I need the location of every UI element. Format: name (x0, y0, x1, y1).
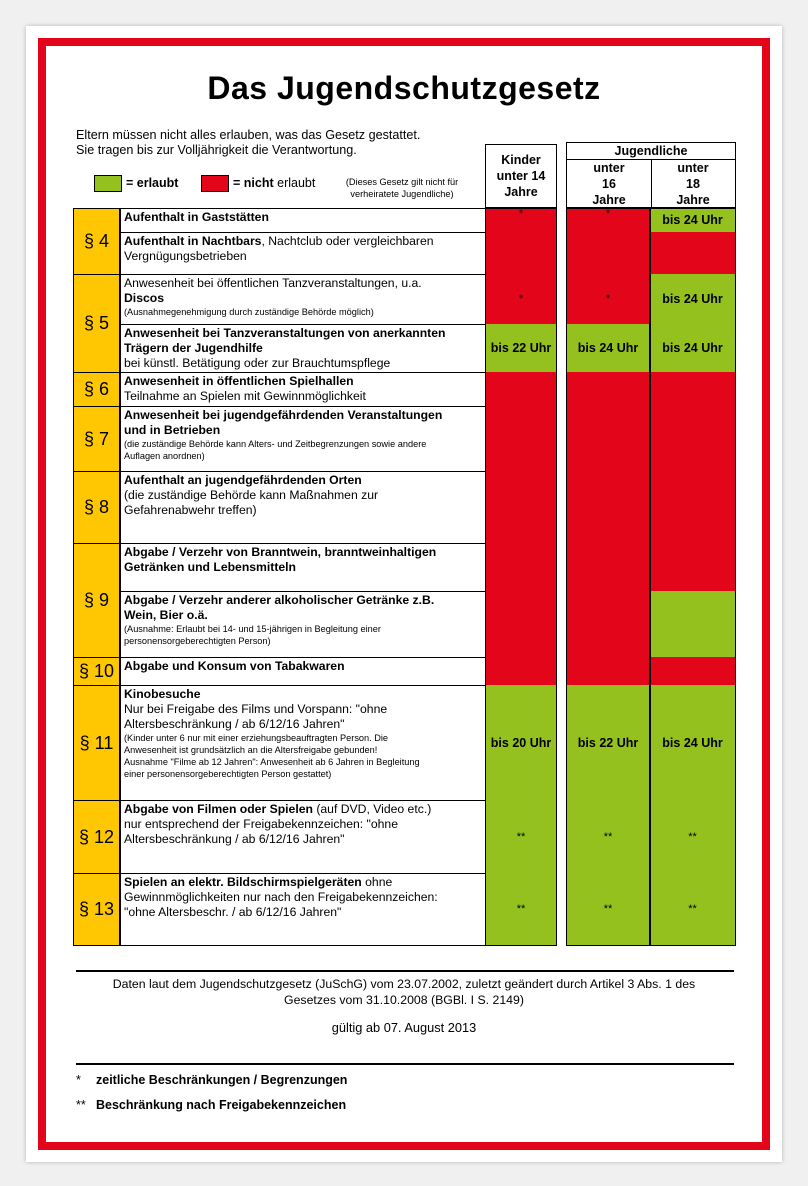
cell-allowed: bis 24 Uhr (650, 685, 735, 801)
description-line: Vergnügungsbetrieben (124, 249, 247, 263)
cell-allowed: ** (566, 873, 650, 946)
description-line: Ausnahme "Filme ab 12 Jahren": Anwesenheit ab 6 Jahren in Begleitung (124, 757, 420, 767)
cell-allowed: bis 24 Uhr (650, 274, 735, 325)
cell-forbidden: * (485, 274, 557, 325)
cell-allowed: ** (485, 873, 557, 946)
forbidden-swatch (201, 175, 229, 192)
jugendliche-label: Jugendliche (567, 143, 735, 160)
description-line: Anwesenheit bei öffentlichen Tanzveranstaltungen, u.a. (124, 276, 422, 290)
description-line: Gewinnmöglichkeiten nur nach den Freigabekennzeichen: (124, 890, 438, 904)
cell-allowed: bis 24 Uhr (650, 208, 735, 233)
cell-forbidden: * (485, 208, 557, 233)
source-note: Daten laut dem Jugendschutzgesetz (JuSchG) vom 23.07.2002, zuletzt geändert durch Artikel 3 Abs. 1 des Gesetzes vom 31.10.2008 (BGBl. I S. 2149) (112, 977, 696, 1007)
rule-description (120, 471, 486, 544)
cell-allowed: ** (650, 800, 735, 874)
description-line: einer personensorgeberechtigten Person gestattet) (124, 769, 332, 779)
section-label: § 12 (73, 800, 120, 874)
section-label: § 11 (73, 685, 120, 801)
rule-description (120, 800, 486, 874)
description-line: "ohne Altersbeschr. / ab 6/12/16 Jahren" (124, 905, 342, 919)
description-line: Anwesenheit bei Tanzveranstaltungen von anerkannten (124, 326, 446, 340)
section-label: § 7 (73, 406, 120, 472)
section-label: § 6 (73, 372, 120, 407)
description-line: Trägern der Jugendhilfe (124, 341, 263, 355)
section-label: § 13 (73, 873, 120, 946)
description-line: Wein, Bier o.ä. (124, 608, 208, 622)
description-line: nur entsprechend der Freigabekennzeichen: "ohne (124, 817, 398, 831)
description-line: Anwesenheit bei jugendgefährdenden Veranstaltungen (124, 408, 443, 422)
rule-description (120, 543, 486, 592)
column-frame (485, 208, 557, 946)
description-line: Abgabe / Verzehr anderer alkoholischer Getränke z.B. (124, 593, 435, 607)
description-line: Aufenthalt an jugendgefährdenden Orten (124, 473, 362, 487)
intro-line: Eltern müssen nicht alles erlauben, was das Gesetz gestattet. (76, 128, 421, 142)
rule-description (120, 406, 486, 472)
cell-allowed: ** (485, 800, 557, 874)
cell-allowed: bis 22 Uhr (485, 324, 557, 373)
description-line: (die zuständige Behörde kann Alters- und Zeitbegrenzungen sowie andere (124, 439, 427, 449)
header-jugendliche (566, 142, 736, 208)
column-frame (566, 208, 736, 946)
description-line: Teilnahme an Spielen mit Gewinnmöglichkeit (124, 389, 366, 403)
intro-line: Sie tragen bis zur Volljährigkeit die Verantwortung. (76, 143, 357, 157)
description-line: Anwesenheit ist grundsätzlich an die Altersfreigabe gebunden! (124, 745, 378, 755)
rule-description (120, 324, 486, 373)
cell-allowed: bis 20 Uhr (485, 685, 557, 801)
description-line: personensorgeberechtigten Person) (124, 636, 271, 646)
description-line: Gefahrenabwehr treffen) (124, 503, 257, 517)
description-line: (Ausnahme: Erlaubt bei 14- und 15-jährigen in Begleitung einer (124, 624, 381, 634)
footnote-single-star: * zeitliche Beschränkungen / Begrenzungen (76, 1073, 348, 1087)
description-line: Abgabe und Konsum von Tabakwaren (124, 659, 345, 673)
description-line: bei künstl. Betätigung oder zur Brauchtumspflege (124, 356, 391, 370)
valid-date: gültig ab 07. August 2013 (331, 1020, 477, 1035)
rule-description (120, 372, 486, 407)
cell-allowed: bis 24 Uhr (650, 324, 735, 373)
cell-allowed: bis 22 Uhr (566, 685, 650, 801)
forbidden-label: = nicht erlaubt (233, 176, 316, 190)
allowed-label: = erlaubt (126, 176, 179, 190)
rule-description (120, 232, 486, 275)
description-line: Spielen an elektr. Bildschirmspielgeräten ohne (124, 875, 393, 889)
description-line: Aufenthalt in Nachtbars, Nachtclub oder vergleichbaren (124, 234, 434, 248)
rule-description (120, 873, 486, 946)
cell-allowed: bis 24 Uhr (566, 324, 650, 373)
cell-allowed: ** (566, 800, 650, 874)
intro-text (76, 128, 420, 158)
cell-forbidden: * (566, 274, 650, 325)
description-line: Altersbeschränkung / ab 6/12/16 Jahren" (124, 717, 345, 731)
description-line: (Ausnahmegenehmigung durch zuständige Behörde möglich) (124, 307, 374, 317)
footnote-double-star: ** Beschränkung nach Freigabekennzeichen (76, 1098, 347, 1112)
description-line: Abgabe / Verzehr von Branntwein, branntweinhaltigen (124, 545, 437, 559)
rule-description (120, 208, 486, 233)
description-line: Kinobesuche (124, 687, 201, 701)
description-line: Auflagen anordnen) (124, 451, 205, 461)
cell-allowed: ** (650, 873, 735, 946)
column-separator (649, 208, 651, 946)
description-line: (die zuständige Behörde kann Maßnahmen zur (124, 488, 379, 502)
header-kinder: Kinder unter 14 Jahre (485, 144, 557, 208)
rule-description (120, 685, 486, 801)
description-line: (Kinder unter 6 nur mit einer erziehungsbeauftragten Person. Die (124, 733, 389, 743)
rule-description (120, 657, 486, 686)
section-label: § 4 (73, 208, 120, 275)
rule-description (120, 591, 486, 658)
section-label: § 5 (73, 274, 120, 373)
description-line: Nur bei Freigabe des Films und Vorspann: "ohne (124, 702, 388, 716)
section-label: § 10 (73, 657, 120, 686)
description-line: Altersbeschränkung / ab 6/12/16 Jahren" (124, 832, 345, 846)
divider (76, 970, 734, 972)
description-line: Aufenthalt in Gaststätten (124, 210, 269, 224)
divider (76, 1063, 734, 1065)
sign-board (26, 26, 782, 1162)
page-title: Das Jugendschutzgesetz (207, 70, 601, 106)
section-label: § 8 (73, 471, 120, 544)
header-unter-18: unter 18 Jahre (676, 160, 710, 207)
cell-forbidden: * (566, 208, 650, 233)
allowed-swatch (94, 175, 122, 192)
description-line: Getränken und Lebensmitteln (124, 560, 297, 574)
description-line: Abgabe von Filmen oder Spielen (auf DVD, Video etc.) (124, 802, 432, 816)
section-label: § 9 (73, 543, 120, 658)
description-line: und in Betrieben (124, 423, 221, 437)
description-line: Discos (124, 291, 164, 305)
legend-note: (Dieses Gesetz gilt nicht für verheiratete Jugendliche) (345, 177, 459, 199)
description-line: Anwesenheit in öffentlichen Spielhallen (124, 374, 354, 388)
header-unter-16: unter 16 Jahre (567, 160, 652, 207)
rule-description (120, 274, 486, 325)
